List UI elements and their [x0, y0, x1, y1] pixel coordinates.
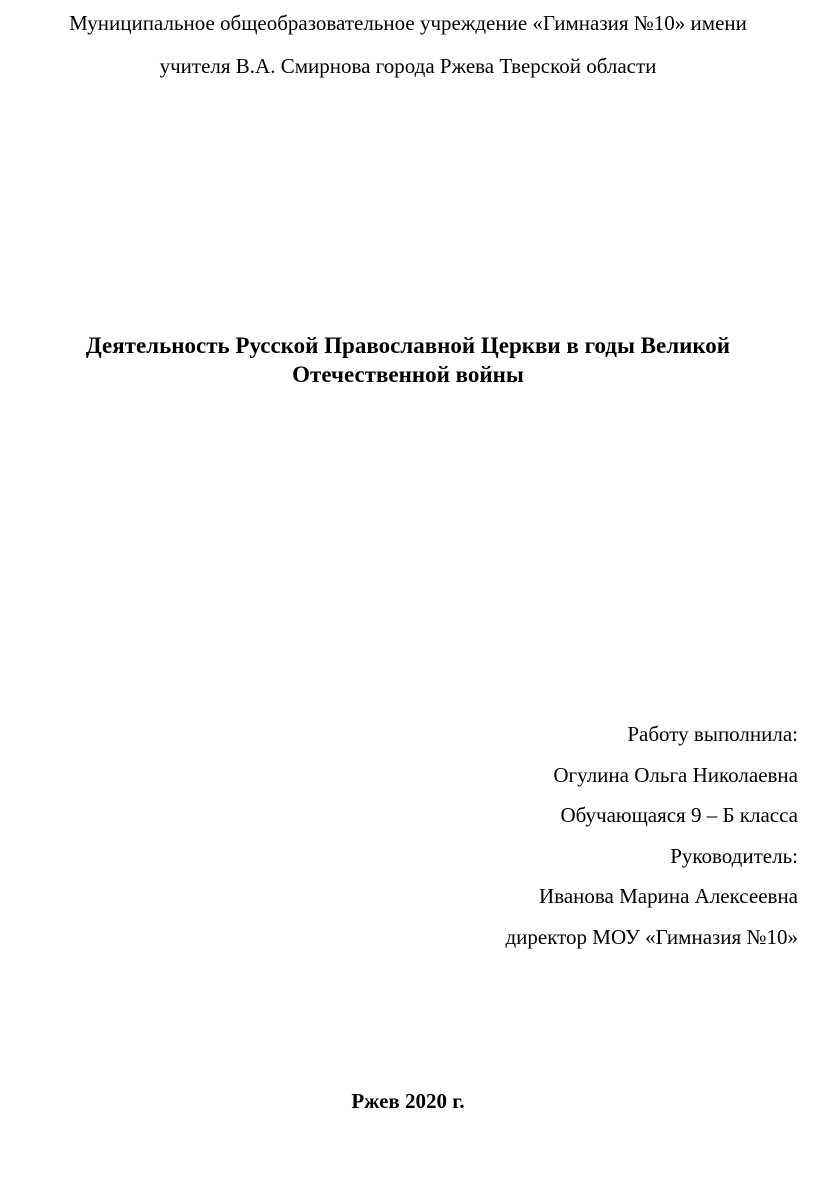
author-info-block [505, 714, 798, 957]
title-line-1: Деятельность Русской Православной Церкви в годы Великой [85, 333, 731, 358]
author-name: Огулина Ольга Николаевна [553, 762, 798, 787]
place-and-year: Ржев 2020 г. [351, 1089, 465, 1113]
document-title [0, 331, 816, 389]
title-line-2: Отечественной войны [292, 362, 524, 387]
institution-header [0, 2, 816, 88]
supervisor-position: директор МОУ «Гимназия №10» [505, 924, 798, 949]
institution-name-line-1: Муниципальное общеобразовательное учреждение «Гимназия №10» имени [69, 11, 747, 35]
supervisor-name: Иванова Марина Алексеевна [539, 884, 798, 908]
supervisor-label: Руководитель: [670, 843, 798, 868]
author-class: Обучающаяся 9 – Б класса [560, 803, 798, 827]
institution-name-line-2: учителя В.А. Смирнова города Ржева Тверской области [159, 54, 657, 78]
author-label: Работу выполнила: [627, 722, 798, 746]
